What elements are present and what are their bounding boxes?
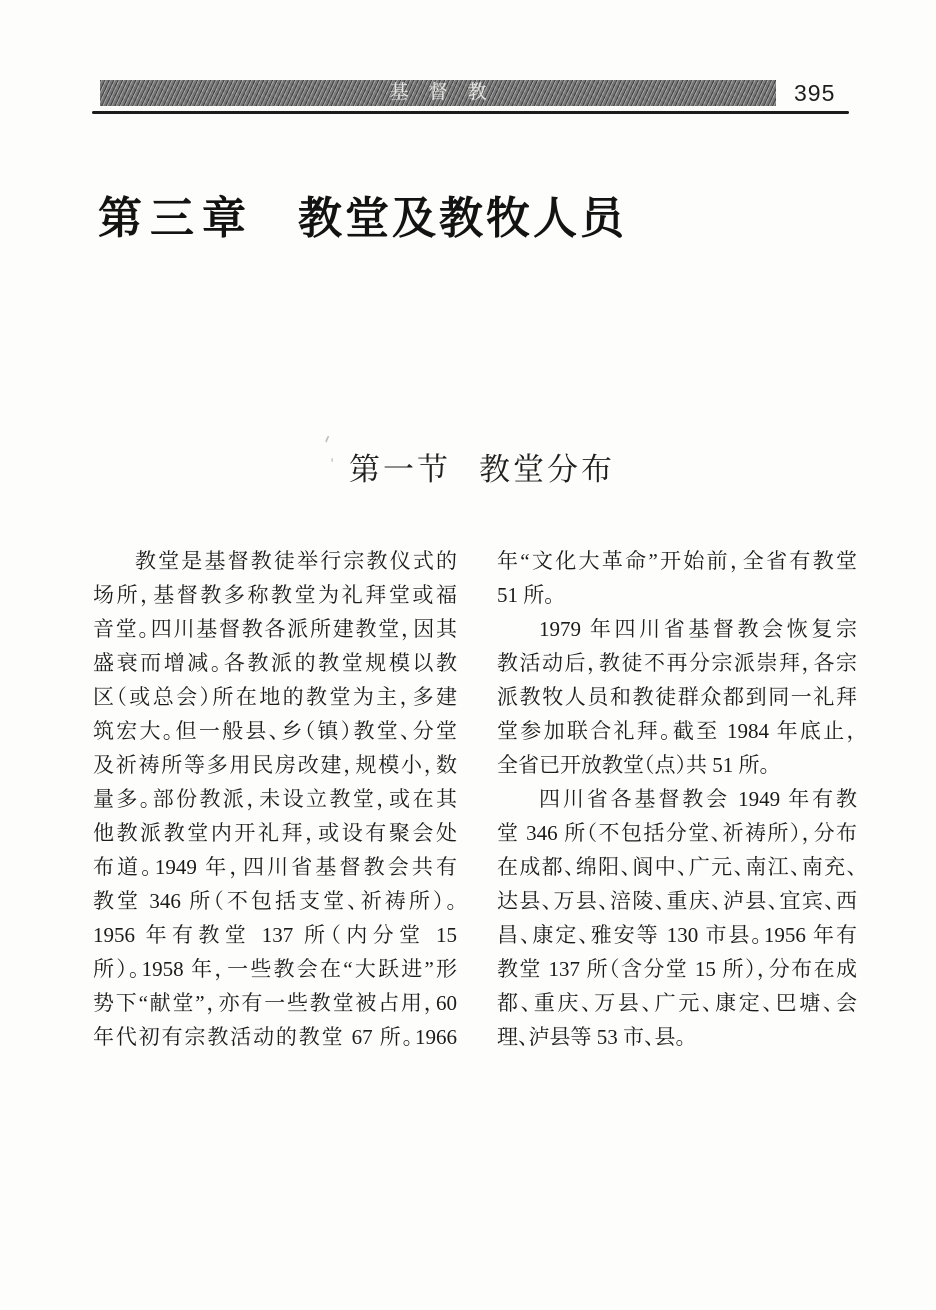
- chapter-number: 第三章: [98, 194, 254, 243]
- text-line: 1979 年四川省基督教会恢复宗: [539, 617, 857, 641]
- section-number: 第一节: [349, 452, 451, 487]
- text-line: 音堂。四川基督教各派所建教堂，因其: [93, 617, 457, 641]
- running-title-band: [100, 80, 776, 106]
- text-line: 在成都、绵阳、阆中、广元、南江、南充、: [497, 855, 857, 879]
- column-right: [497, 544, 857, 1054]
- chapter-heading: [98, 194, 627, 244]
- text-line: 达县、万县、涪陵、重庆、泸县、宜宾、西: [497, 889, 857, 913]
- text-line: 51 所。: [497, 583, 555, 607]
- text-line: 教堂 346 所（不包括支堂、祈祷所）。: [93, 889, 457, 913]
- scan-speck: [325, 435, 332, 443]
- text-line: 所）。1958 年，一些教会在“大跃进”形: [93, 957, 457, 981]
- text-line: 筑宏大。但一般县、乡（镇）教堂、分堂: [93, 719, 457, 743]
- text-line: 教堂是基督教徒举行宗教仪式的: [135, 549, 457, 573]
- text-line: 场所，基督教多称教堂为礼拜堂或福: [93, 583, 457, 607]
- page-number: 395: [794, 80, 836, 106]
- text-line: 他教派教堂内开礼拜，或设有聚会处: [93, 821, 457, 845]
- text-line: 盛衰而增减。各教派的教堂规模以教: [93, 651, 457, 675]
- text-line: 派教牧人员和教徒群众都到同一礼拜: [497, 685, 857, 709]
- text-line: 布道。1949 年，四川省基督教会共有: [93, 855, 457, 879]
- section-heading: [14, 451, 936, 489]
- text-line: 年“文化大革命”开始前，全省有教堂: [497, 549, 857, 573]
- text-line: 1956 年有教堂 137 所（内分堂 15: [93, 923, 457, 947]
- column-left: [93, 544, 457, 1054]
- text-line: 及祈祷所等多用民房改建，规模小，数: [93, 753, 457, 777]
- section-title: 教堂分布: [479, 452, 615, 487]
- text-line: 教活动后，教徒不再分宗派崇拜，各宗: [497, 651, 857, 675]
- text-line: 教堂 137 所（含分堂 15 所），分布在成: [497, 957, 857, 981]
- text-line: 理、泸县等 53 市、县。: [497, 1025, 686, 1049]
- text-line: 昌、康定、雅安等 130 市县。1956 年有: [497, 923, 857, 947]
- text-line: 堂 346 所（不包括分堂、祈祷所），分布: [497, 821, 857, 845]
- text-line: 四川省各基督教会 1949 年有教: [539, 787, 857, 811]
- text-line: 势下“献堂”，亦有一些教堂被占用，60: [93, 991, 457, 1015]
- text-line: 年代初有宗教活动的教堂 67 所。1966: [93, 1025, 457, 1049]
- running-title: 基督教: [389, 82, 507, 103]
- text-line: 堂参加联合礼拜。截至 1984 年底止，: [497, 719, 857, 743]
- scan-speck: [331, 458, 335, 462]
- text-line: 量多。部份教派，未设立教堂，或在其: [93, 787, 457, 811]
- text-line: 全省已开放教堂（点）共 51 所。: [497, 753, 770, 777]
- text-line: 都、重庆、万县、广元、康定、巴塘、会: [497, 991, 857, 1015]
- text-columns: [93, 544, 857, 1054]
- chapter-title: 教堂及教牧人员: [298, 194, 627, 243]
- header-rule: [92, 111, 849, 114]
- text-line: 区（或总会）所在地的教堂为主，多建: [93, 685, 457, 709]
